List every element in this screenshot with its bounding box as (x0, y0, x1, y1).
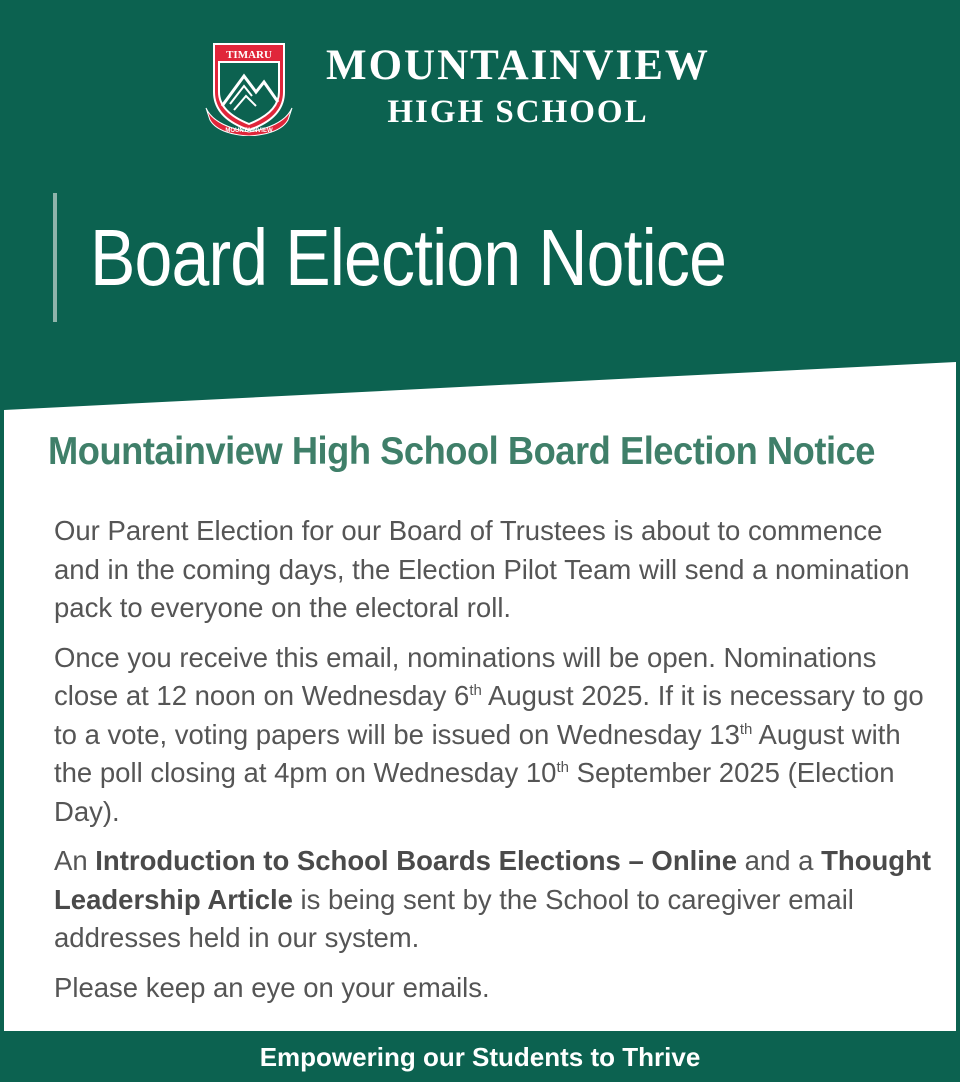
school-name-line1: MOUNTAINVIEW (326, 42, 710, 89)
svg-text:MOUNTAINVIEW: MOUNTAINVIEW (225, 128, 273, 134)
paragraph-1: Our Parent Election for our Board of Trustees is about to commence and in the coming days, the Election Pilot Team will send a nomination pack to everyone on the electoral roll. (54, 515, 910, 623)
school-name-line2: HIGH SCHOOL (387, 94, 649, 130)
paragraph-2: Once you receive this email, nominations will be open. Nominations close at 12 noon on Wednesday 6th August 2025. If it is necessary to go to a vote, voting papers will be issued on Wednesday 13th August with the poll closing at 4pm on Wednesday 10th September 2025 (Election Day). (54, 641, 924, 827)
notice-body (54, 512, 934, 1018)
thought-leadership-highlight: Thought Leadership Article (54, 845, 932, 915)
page-title: Board Election Notice (90, 213, 727, 302)
paragraph-3: An Introduction to School Boards Elections – Online and a Thought Leadership Article is being sent by the School to caregiver email addresses held in our system. (54, 845, 932, 953)
paragraph-4: Please keep an eye on your emails. (54, 971, 490, 1003)
footer-tagline: Empowering our Students to Thrive (0, 1032, 960, 1080)
svg-text:TIMARU: TIMARU (226, 49, 272, 61)
intro-elections-highlight: Introduction to School Boards Elections – Online (95, 845, 737, 876)
notice-heading: Mountainview High School Board Election Notice (48, 430, 875, 473)
